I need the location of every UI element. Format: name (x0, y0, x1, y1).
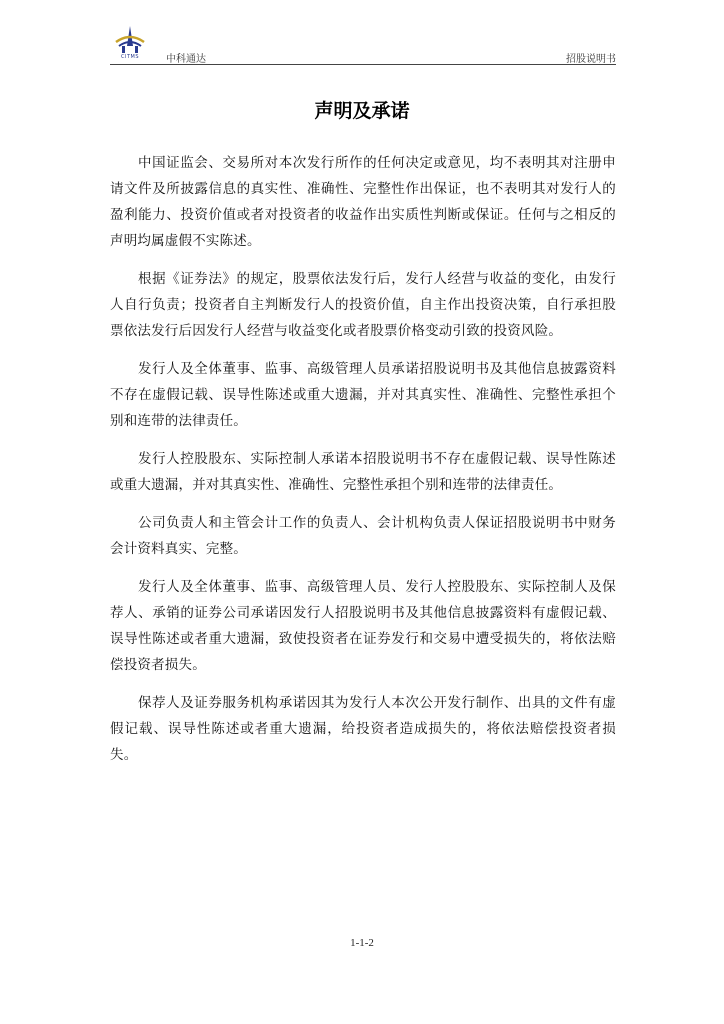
paragraph: 保荐人及证券服务机构承诺因其为发行人本次公开发行制作、出具的文件有虚假记载、误导性陈述或者重大遗漏，给投资者造成损失的，将依法赔偿投资者损失。 (110, 695, 616, 763)
paragraph: 发行人及全体董事、监事、高级管理人员、发行人控股股东、实际控制人及保荐人、承销的证券公司承诺因发行人招股说明书及其他信息披露资料有虚假记载、误导性陈述或者重大遗漏，致使投资者在证券发行和交易中遭受损失的，将依法赔偿投资者损失。 (110, 579, 616, 673)
paragraph: 公司负责人和主管会计工作的负责人、会计机构负责人保证招股说明书中财务会计资料真实、完整。 (110, 515, 616, 557)
paragraph: 发行人控股股东、实际控制人承诺本招股说明书不存在虚假记载、误导性陈述或重大遗漏，并对其真实性、准确性、完整性承担个别和连带的法律责任。 (110, 451, 616, 493)
paragraph: 根据《证券法》的规定，股票依法发行后，发行人经营与收益的变化，由发行人自行负责；投资者自主判断发行人的投资价值，自主作出投资决策，自行承担股票依法发行后因发行人经营与收益变化或者股票价格变动引致的投资风险。 (110, 271, 616, 339)
page-title: 声明及承诺 (314, 100, 410, 122)
document-body (110, 150, 616, 780)
logo-caption: CITMS (120, 54, 139, 60)
document-type: 招股说明书 (566, 54, 616, 65)
company-logo (110, 24, 150, 64)
page-header (110, 24, 616, 65)
paragraph: 发行人及全体董事、监事、高级管理人员承诺招股说明书及其他信息披露资料不存在虚假记载、误导性陈述或重大遗漏，并对其真实性、准确性、完整性承担个别和连带的法律责任。 (110, 361, 616, 429)
page-number: 1-1-2 (350, 937, 374, 949)
paragraph: 中国证监会、交易所对本次发行所作的任何决定或意见，均不表明其对注册申请文件及所披露信息的真实性、准确性、完整性作出保证，也不表明其对发行人的盈利能力、投资价值或者对投资者的收益作出实质性判断或保证。任何与之相反的声明均属虚假不实陈述。 (110, 155, 616, 249)
company-name: 中科通达 (166, 54, 206, 65)
